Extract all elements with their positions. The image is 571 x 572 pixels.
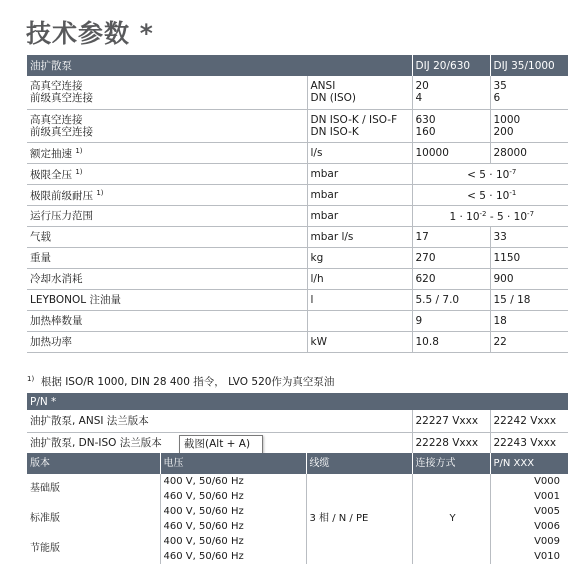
footnote-ref: 1) bbox=[75, 168, 83, 176]
spec-value-text-2: 6 bbox=[493, 92, 501, 105]
spec-value-model-1 bbox=[412, 247, 490, 268]
spec-value-text: 15 / 18 bbox=[493, 293, 531, 306]
pn-value-model-1: 22228 Vxxx bbox=[412, 432, 490, 454]
spec-label-text: 气载 bbox=[30, 230, 51, 243]
spec-label-text: 重量 bbox=[30, 251, 51, 264]
spec-value-model-1 bbox=[412, 268, 490, 289]
spec-row bbox=[27, 268, 568, 289]
pn-value-model-2: 22243 Vxxx bbox=[490, 432, 568, 454]
pn-value-model-2: 22242 Vxxx bbox=[490, 410, 568, 432]
spec-label bbox=[27, 331, 307, 352]
spec-unit bbox=[307, 184, 412, 205]
spec-value-text: < 5 · 10 bbox=[467, 169, 510, 181]
spec-unit-text: ANSI bbox=[310, 80, 336, 93]
version-pn-code: V006 bbox=[490, 519, 568, 534]
footnote: $^{1)}$ 根据 ISO/R 1000, DIN 28 400 指令， LVO 520作为真空泵油 bbox=[27, 375, 335, 388]
spec-unit bbox=[307, 142, 412, 163]
spec-unit bbox=[307, 109, 412, 142]
spec-value-model-1 bbox=[412, 76, 490, 109]
spec-row bbox=[27, 184, 568, 205]
spec-value-text: 9 bbox=[415, 314, 423, 327]
spec-label-text-2: 前级真空连接 bbox=[30, 92, 93, 105]
versions-header-connection: 连接方式 bbox=[412, 453, 490, 474]
spec-unit bbox=[307, 289, 412, 310]
pn-row bbox=[27, 432, 568, 454]
spec-unit-text: kg bbox=[310, 251, 324, 264]
spec-value-model-2 bbox=[490, 76, 568, 109]
spec-value-text: 620 bbox=[415, 272, 436, 285]
spec-value-model-2 bbox=[490, 268, 568, 289]
pn-header-row bbox=[27, 393, 568, 410]
spec-label bbox=[27, 205, 307, 226]
spec-unit-text: l/h bbox=[310, 272, 324, 285]
page-title: 技术参数 * bbox=[26, 19, 154, 48]
spec-label-text: 高真空连接 bbox=[30, 113, 83, 126]
spec-label bbox=[27, 268, 307, 289]
spec-value-model-1 bbox=[412, 289, 490, 310]
pn-row bbox=[27, 410, 568, 432]
spec-value-text-2: 160 bbox=[415, 125, 436, 138]
spec-value-model-2 bbox=[490, 289, 568, 310]
spec-unit bbox=[307, 76, 412, 109]
spec-label bbox=[27, 163, 307, 184]
spec-label-text: 加热棒数量 bbox=[30, 314, 83, 327]
version-pn-code: V005 bbox=[490, 504, 568, 519]
footnote-ref: 1) bbox=[96, 189, 104, 197]
spec-row bbox=[27, 163, 568, 184]
version-row bbox=[27, 474, 568, 489]
spec-label-text: 冷却水消耗 bbox=[30, 272, 83, 285]
spec-row bbox=[27, 142, 568, 163]
versions-header-edition: 版本 bbox=[27, 453, 160, 474]
spec-value-exp: -7 bbox=[509, 168, 517, 176]
spec-value-exp-2: -7 bbox=[527, 210, 535, 218]
version-voltage: 460 V, 50/60 Hz bbox=[160, 489, 306, 504]
pn-label: 油扩散泵, ANSI 法兰版本 bbox=[27, 410, 412, 432]
spec-label-text: LEYBONOL 注油量 bbox=[30, 293, 121, 306]
spec-unit-text: mbar bbox=[310, 167, 339, 180]
version-pn-code: V001 bbox=[490, 489, 568, 504]
versions-header-pn: P/N XXX bbox=[490, 453, 568, 474]
spec-value-text: 1000 bbox=[493, 113, 521, 126]
spec-label-text: 高真空连接 bbox=[30, 80, 83, 93]
spec-value-shared bbox=[412, 205, 568, 226]
spec-row bbox=[27, 76, 568, 109]
spec-value-text: 33 bbox=[493, 230, 507, 243]
spec-label bbox=[27, 289, 307, 310]
spec-unit-text: DN ISO-K / ISO-F bbox=[310, 113, 398, 126]
spec-header-product: 油扩散泵 bbox=[27, 55, 307, 76]
version-voltage: 460 V, 50/60 Hz bbox=[160, 519, 306, 534]
spec-row bbox=[27, 247, 568, 268]
spec-unit-text: l/s bbox=[310, 146, 323, 159]
version-pn-code: V010 bbox=[490, 549, 568, 564]
versions-header-voltage: 电压 bbox=[160, 453, 306, 474]
spec-unit bbox=[307, 205, 412, 226]
version-name: 基础版 bbox=[30, 483, 60, 494]
version-voltage: 400 V, 50/60 Hz bbox=[160, 504, 306, 519]
versions-header-row bbox=[27, 453, 568, 474]
version-pn-code: V009 bbox=[490, 534, 568, 549]
pn-table bbox=[27, 393, 568, 455]
spec-value-text-2: 200 bbox=[493, 125, 514, 138]
footnote-ref: 1) bbox=[75, 147, 83, 155]
spec-unit bbox=[307, 310, 412, 331]
spec-unit-text-2: DN ISO-K bbox=[310, 125, 359, 138]
spec-value-model-1 bbox=[412, 142, 490, 163]
spec-label bbox=[27, 109, 307, 142]
spec-value-model-1 bbox=[412, 331, 490, 352]
spec-label-text: 运行压力范围 bbox=[30, 209, 93, 222]
spec-label bbox=[27, 184, 307, 205]
version-connection: Y bbox=[412, 474, 490, 564]
spec-value-text: 28000 bbox=[493, 146, 527, 159]
version-voltage: 400 V, 50/60 Hz bbox=[160, 474, 306, 489]
spec-value-text-2: - 5 · 10 bbox=[486, 211, 528, 223]
spec-unit-text: mbar bbox=[310, 188, 339, 201]
spec-unit-text-2: DN (ISO) bbox=[310, 92, 356, 105]
spec-value-model-2 bbox=[490, 310, 568, 331]
spec-header-model-1: DIJ 20/630 bbox=[412, 55, 490, 76]
spec-value-model-2 bbox=[490, 142, 568, 163]
version-voltage: 460 V, 50/60 Hz bbox=[160, 549, 306, 564]
spec-value-text: 10000 bbox=[415, 146, 449, 159]
spec-unit-text: kW bbox=[310, 335, 327, 348]
spec-value-text: < 5 · 10 bbox=[467, 190, 510, 202]
spec-value-text: 270 bbox=[415, 251, 436, 264]
spec-value-text: 35 bbox=[493, 80, 507, 93]
pn-value-model-1: 22227 Vxxx bbox=[412, 410, 490, 432]
spec-label-text: 额定抽速 bbox=[30, 148, 72, 160]
spec-value-model-2 bbox=[490, 226, 568, 247]
spec-unit bbox=[307, 226, 412, 247]
spec-header-unit bbox=[307, 55, 412, 76]
spec-value-model-1 bbox=[412, 109, 490, 142]
version-name: 标准版 bbox=[30, 513, 60, 524]
spec-value-model-2 bbox=[490, 247, 568, 268]
screenshot-tooltip: 截图(Alt + A) bbox=[179, 435, 263, 454]
spec-value-model-1 bbox=[412, 310, 490, 331]
spec-unit-text: mbar bbox=[310, 209, 339, 222]
spec-value-text: 630 bbox=[415, 113, 436, 126]
spec-value-text: 10.8 bbox=[415, 335, 439, 348]
spec-value-text: 5.5 / 7.0 bbox=[415, 293, 460, 306]
spec-value-exp: -1 bbox=[509, 189, 517, 197]
spec-label-text: 极限前级耐压 bbox=[30, 190, 93, 202]
spec-row bbox=[27, 310, 568, 331]
spec-unit-text: l bbox=[310, 293, 314, 306]
spec-table bbox=[27, 55, 568, 353]
spec-unit-text: mbar l/s bbox=[310, 230, 354, 243]
spec-value-text: 1150 bbox=[493, 251, 521, 264]
spec-unit bbox=[307, 163, 412, 184]
spec-value-text: 1 · 10 bbox=[449, 211, 480, 223]
spec-value-model-2 bbox=[490, 109, 568, 142]
spec-value-text: 20 bbox=[415, 80, 429, 93]
version-voltage: 400 V, 50/60 Hz bbox=[160, 534, 306, 549]
spec-label bbox=[27, 76, 307, 109]
spec-value-text: 22 bbox=[493, 335, 507, 348]
spec-row bbox=[27, 331, 568, 352]
spec-unit bbox=[307, 247, 412, 268]
spec-unit bbox=[307, 268, 412, 289]
spec-label-text: 极限全压 bbox=[30, 169, 72, 181]
spec-value-shared bbox=[412, 163, 568, 184]
pn-header: P/N * bbox=[27, 393, 568, 410]
spec-value-text: 900 bbox=[493, 272, 514, 285]
spec-row bbox=[27, 205, 568, 226]
spec-value-model-1 bbox=[412, 226, 490, 247]
version-name: 节能版 bbox=[30, 543, 60, 554]
spec-header-row bbox=[27, 55, 568, 76]
spec-label bbox=[27, 247, 307, 268]
spec-header-model-2: DIJ 35/1000 bbox=[490, 55, 568, 76]
spec-value-text: 17 bbox=[415, 230, 429, 243]
spec-row bbox=[27, 289, 568, 310]
spec-label bbox=[27, 226, 307, 247]
spec-row bbox=[27, 226, 568, 247]
spec-row bbox=[27, 109, 568, 142]
pn-label: 油扩散泵, DN-ISO 法兰版本 bbox=[27, 432, 412, 454]
spec-unit bbox=[307, 331, 412, 352]
spec-label-text: 加热功率 bbox=[30, 335, 72, 348]
spec-label bbox=[27, 142, 307, 163]
spec-value-text: 18 bbox=[493, 314, 507, 327]
version-pn-code: V000 bbox=[490, 474, 568, 489]
spec-value-model-2 bbox=[490, 331, 568, 352]
spec-label bbox=[27, 310, 307, 331]
spec-value-text-2: 4 bbox=[415, 92, 423, 105]
version-cable: 3 相 / N / PE bbox=[306, 474, 412, 564]
spec-value-exp: -2 bbox=[479, 210, 487, 218]
spec-value-shared bbox=[412, 184, 568, 205]
versions-table bbox=[27, 453, 568, 564]
versions-header-cable: 线缆 bbox=[306, 453, 412, 474]
spec-label-text-2: 前级真空连接 bbox=[30, 125, 93, 138]
